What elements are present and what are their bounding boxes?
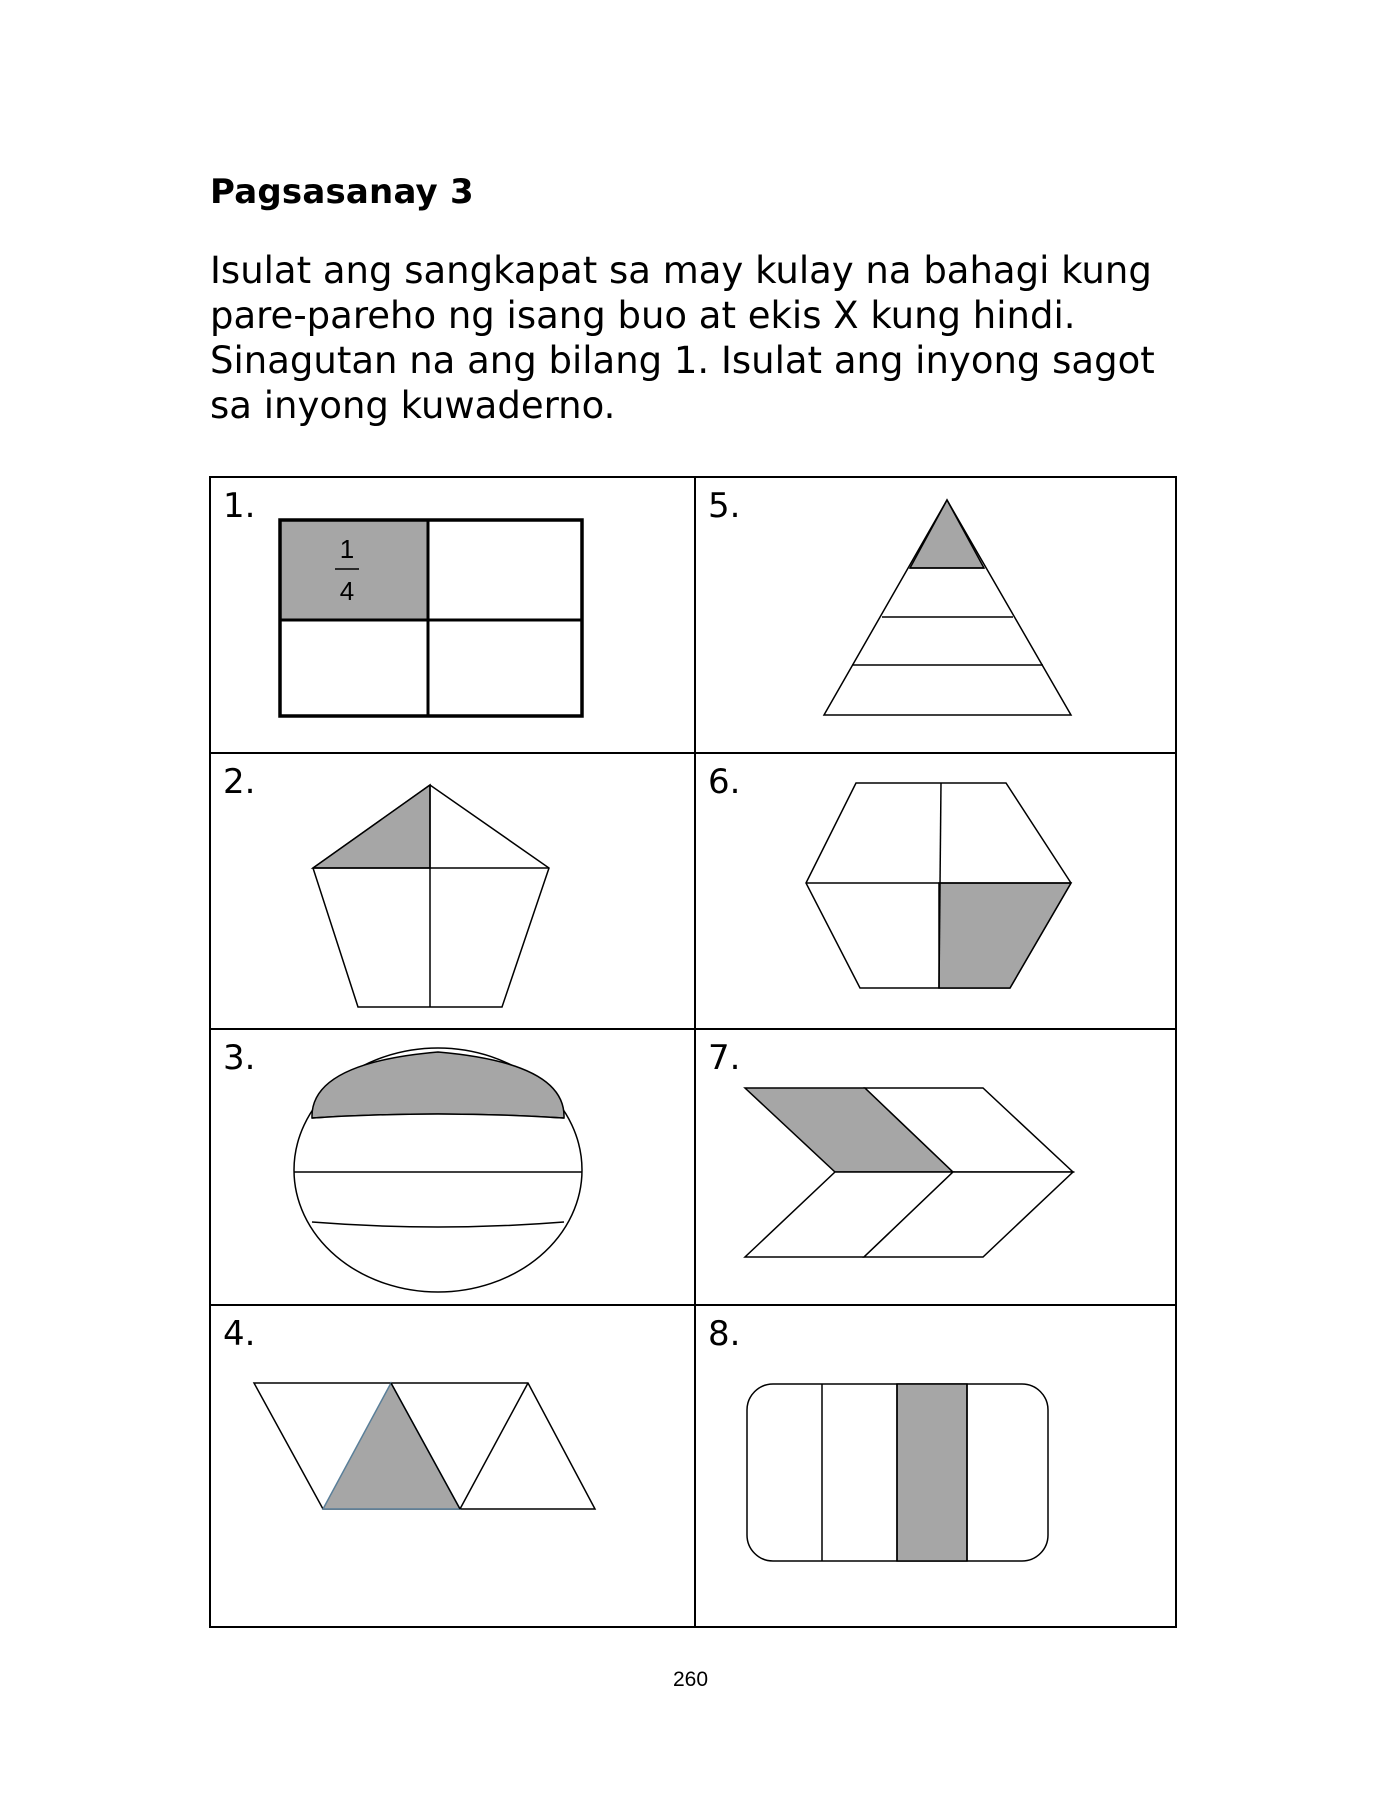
item-number-7: 7. [708, 1038, 741, 1078]
instruction-line: sa inyong kuwaderno. [210, 384, 616, 427]
shape-3-shaded-part [312, 1052, 564, 1118]
item-number-1: 1. [223, 486, 256, 526]
fraction-numerator: 1 [339, 534, 355, 564]
instruction-line: Isulat ang sangkapat sa may kulay na bahagi kung [210, 249, 1152, 292]
shape-2-pentagon [313, 785, 549, 1007]
item-number-6: 6. [708, 762, 741, 802]
instruction-line: Sinagutan na ang bilang 1. Isulat ang inyong sagot [210, 339, 1155, 382]
shape-1-rectangle [280, 520, 582, 716]
shape-8-shaded-part [897, 1384, 967, 1561]
shape-2-shaded-part [313, 785, 430, 868]
shape-5-triangle [824, 500, 1071, 715]
page-number: 260 [672, 1668, 709, 1691]
shape-6-shaded-part [939, 883, 1071, 988]
item-number-4: 4. [223, 1314, 256, 1354]
shape-6-hexagon [806, 783, 1071, 988]
page-title: Pagsasanay 3 [210, 172, 474, 212]
item-number-8: 8. [708, 1314, 741, 1354]
fraction-denominator: 4 [339, 576, 355, 606]
shape-4-triangles [254, 1383, 595, 1509]
item-number-3: 3. [223, 1038, 256, 1078]
instruction-line: pare-pareho ng isang buo at ekis X kung hindi. [210, 294, 1076, 337]
item-number-2: 2. [223, 762, 256, 802]
item-number-5: 5. [708, 486, 741, 526]
shape-8-rounded-rectangle [747, 1384, 1048, 1561]
shape-5-shaded-part [910, 500, 984, 568]
shape-7-chevron [745, 1088, 1073, 1257]
shape-3-circle [294, 1048, 582, 1292]
